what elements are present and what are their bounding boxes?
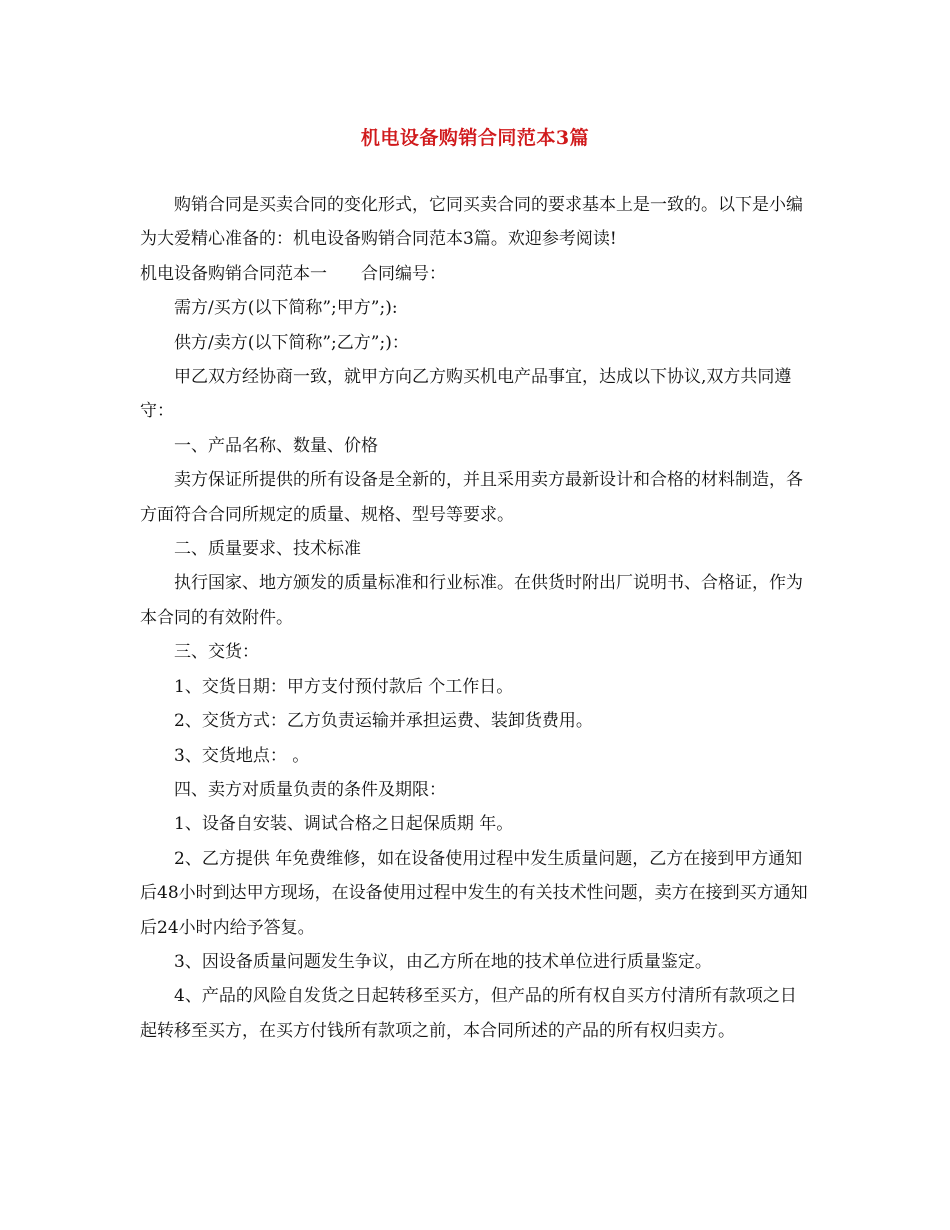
paragraph-risk-transfer: 4、产品的风险自发货之日起转移至买方，但产品的所有权自买方付清所有款项之日起转移至买方，在买方付钱所有款项之前，本合同所述的产品的所有权归卖方。 xyxy=(140,986,797,1041)
section-heading-2: 二、质量要求、技术标准 xyxy=(174,539,361,560)
paragraph-warranty-period: 1、设备自安装、调试合格之日起保质期 年。 xyxy=(174,814,514,835)
paragraph-contract-heading xyxy=(140,257,812,291)
contract-title-text: 机电设备购销合同范本一 xyxy=(140,263,327,284)
paragraph-dispute: 3、因设备质量问题发生争议，由乙方所在地的技术单位进行质量鉴定。 xyxy=(174,951,712,972)
paragraph-seller: 供方/卖方(以下简称”;乙方”;)： xyxy=(174,332,409,353)
section-heading-1: 一、产品名称、数量、价格 xyxy=(174,435,378,456)
paragraph-agreement: 甲乙双方经协商一致，就甲方向乙方购买机电产品事宜，达成以下协议,双方共同遵守： xyxy=(140,367,792,422)
paragraph-intro: 购销合同是买卖合同的变化形式，它同买卖合同的要求基本上是一致的。以下是小编为大爱精心准备的：机电设备购销合同范本3篇。欢迎参考阅读! xyxy=(140,195,803,250)
contract-number-label: 合同编号： xyxy=(361,263,446,284)
paragraph-delivery-date: 1、交货日期：甲方支付预付款后 个工作日。 xyxy=(174,676,514,697)
paragraph-delivery-place: 3、交货地点： 。 xyxy=(174,745,310,766)
paragraph-maintenance: 2、乙方提供 年免费维修，如在设备使用过程中发生质量问题，乙方在接到甲方通知后48小时到达甲方现场，在设备使用过程中发生的有关技术性问题，卖方在接到买方通知后24小时内给予答复。 xyxy=(140,848,808,938)
section-heading-4: 四、卖方对质量负责的条件及期限： xyxy=(174,779,446,800)
document-title: 机电设备购销合同范本3篇 xyxy=(360,127,590,149)
paragraph-standards: 执行国家、地方颁发的质量标准和行业标准。在供货时附出厂说明书、合格证，作为本合同的有效附件。 xyxy=(140,573,803,628)
document-body xyxy=(140,188,812,1048)
section-heading-3: 三、交货： xyxy=(174,642,259,663)
paragraph-buyer: 需方/买方(以下简称”;甲方”;): xyxy=(174,298,398,319)
paragraph-guarantee: 卖方保证所提供的所有设备是全新的，并且采用卖方最新设计和合格的材料制造，各方面符合合同所规定的质量、规格、型号等要求。 xyxy=(140,470,803,525)
paragraph-delivery-method: 2、交货方式：乙方负责运输并承担运费、装卸货费用。 xyxy=(174,711,593,732)
